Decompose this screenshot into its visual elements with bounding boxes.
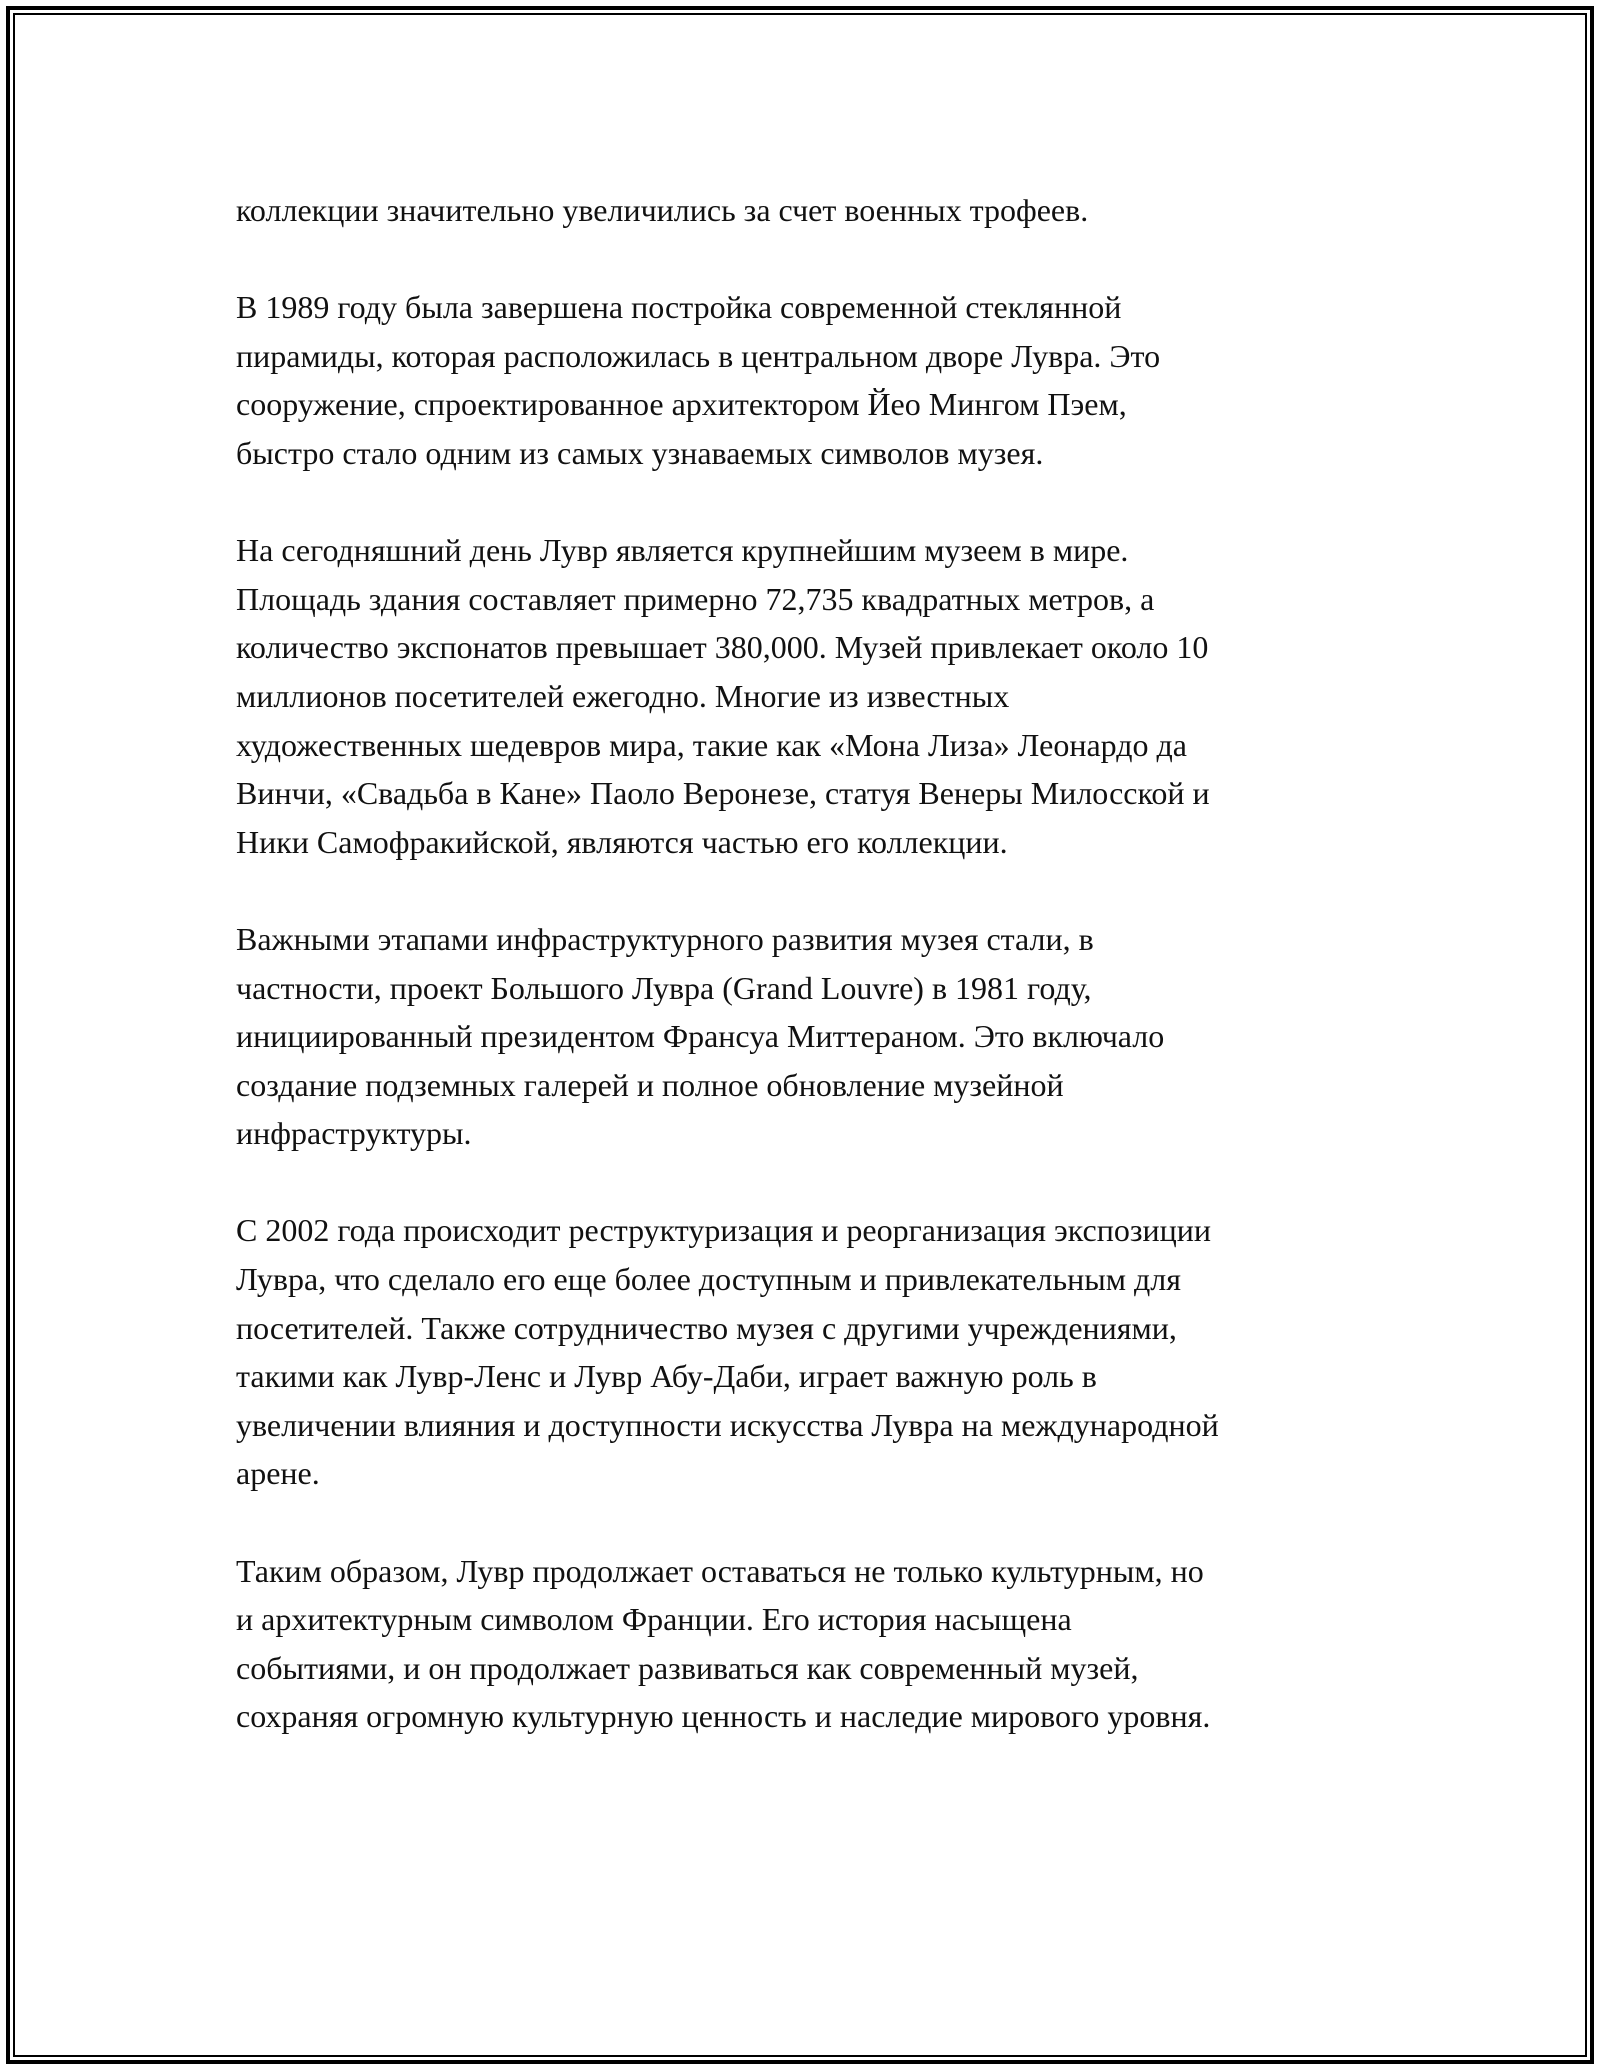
document-body: [236, 186, 1396, 1790]
paragraph-restructuring: С 2002 года происходит реструктуризация и реорганизация экспозиции Лувра, что сделало его еще более доступным и привлекательным для посетителей. Также сотрудничество музея с другими учреждениями, такими как Лувр-Ленс и Лувр Абу-Даби, играет важную роль в увеличении влияния и доступности искусства Лувра на международной арене.: [236, 1212, 1219, 1492]
paragraph-conclusion: Таким образом, Лувр продолжает оставаться не только культурным, но и архитектурным символом Франции. Его история насыщена событиями, и он продолжает развиваться как современный музей, сохраняя огромную культурную ценность и наследие мирового уровня.: [236, 1552, 1211, 1735]
paragraph-collections-trophies: коллекции значительно увеличились за счет военных трофеев.: [236, 192, 1089, 228]
paragraph-museum-today: На сегодняшний день Лувр является крупнейшим музеем в мире. Площадь здания составляет примерно 72,735 квадратных метров, а количество экспонатов превышает 380,000. Музей привлекает около 10 миллионов посетителей ежегодно. Многие из известных художественных шедевров мира, такие как «Мона Лиза» Леонардо да Винчи, «Свадьба в Кане» Паоло Веронезе, статуя Венеры Милосской и Ники Самофракийской, являются частью его коллекции.: [236, 532, 1210, 860]
paragraph-grand-louvre: Важными этапами инфраструктурного развития музея стали, в частности, проект Большого Лувра (Grand Louvre) в 1981 году, инициированный президентом Франсуа Миттераном. Это включало создание подземных галерей и полное обновление музейной инфраструктуры.: [236, 920, 1165, 1152]
paragraph-glass-pyramid: В 1989 году была завершена постройка современной стеклянной пирамиды, которая расположилась в центральном дворе Лувра. Это сооружение, спроектированное архитектором Йео Мингом Пэем, быстро стало одним из самых узнаваемых символов музея.: [236, 289, 1161, 471]
